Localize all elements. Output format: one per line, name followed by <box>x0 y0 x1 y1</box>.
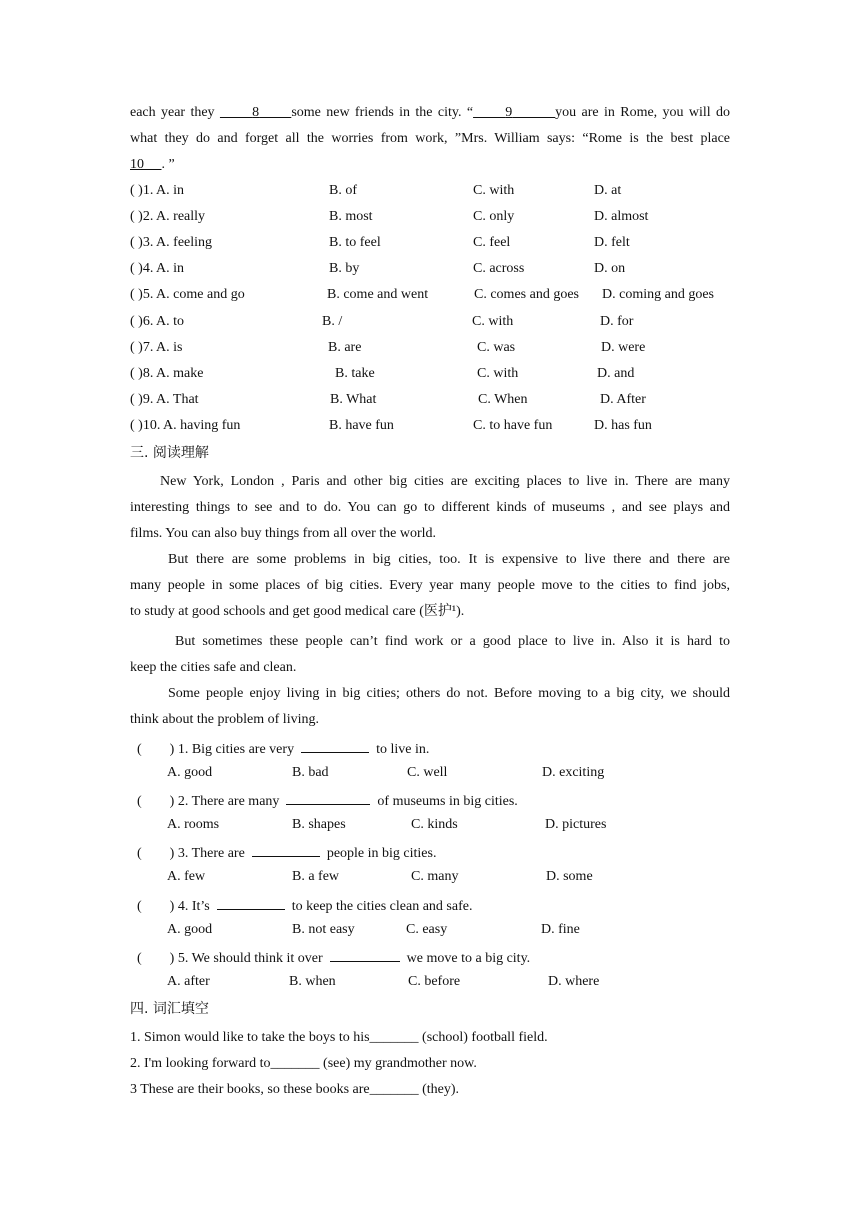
passage-text: each year they <box>130 105 215 120</box>
answer-blank <box>286 790 370 805</box>
option-c: C. was <box>477 339 516 355</box>
option-d: D. pictures <box>545 817 607 833</box>
question-stem: ( )9. A. That <box>130 391 199 407</box>
reading-para-1-line-3: films. You can also buy things from all over the world. <box>130 526 437 541</box>
question-stem: ( )2. A. really <box>130 209 206 225</box>
reading-question-stem: ( ) 2. There are many of museums in big cities. <box>137 790 518 811</box>
option-b: B. bad <box>292 765 329 780</box>
option-b: B. come and went <box>327 287 429 303</box>
question-stem: ( )7. A. is <box>130 339 183 355</box>
option-b: B. when <box>289 973 336 989</box>
question-stem: ( )1. A. in <box>130 183 185 198</box>
option-b: B. have fun <box>329 417 394 433</box>
answer-blank <box>330 947 400 962</box>
option-d: D. almost <box>594 209 649 225</box>
vocab-item: 2. I'm looking forward to_______ (see) my grandmother now. <box>130 1056 477 1071</box>
section-4-heading: 四. 词汇填空 <box>130 1001 209 1017</box>
option-d: D. where <box>548 973 600 989</box>
reading-para-3-line-2: keep the cities safe and clean. <box>130 660 297 675</box>
option-c: C. across <box>473 261 525 277</box>
option-c: C. with <box>477 365 519 381</box>
option-c: C. When <box>478 391 528 407</box>
option-d: D. has fun <box>594 417 652 433</box>
option-b: B. most <box>329 209 373 225</box>
option-b: B. take <box>335 365 375 381</box>
question-stem: ( )10. A. having fun <box>130 417 241 433</box>
option-c: C. comes and goes <box>474 287 579 303</box>
reading-para-2-line-1: But there are some problems in big cities, too. It is expensive to live there and there are <box>168 552 730 567</box>
reading-question-stem: ( ) 1. Big cities are very to live in. <box>137 738 429 759</box>
option-d: D. felt <box>594 235 630 251</box>
option-c: C. with <box>472 313 514 329</box>
option-c: C. many <box>411 869 459 885</box>
option-a: A. after <box>167 973 210 989</box>
option-c: C. with <box>473 183 515 198</box>
option-c: C. before <box>408 973 461 989</box>
reading-para-1-line-1: New York, London , Paris and other big cities are exciting places to live in. There are many <box>160 474 730 489</box>
answer-blank <box>301 738 369 753</box>
option-d: D. exciting <box>542 765 605 780</box>
reading-para-3-line-1: But sometimes these people can’t find work or a good place to live in. Also it is hard to <box>175 634 730 649</box>
option-c: C. easy <box>406 921 448 937</box>
cloze-passage-line-3: 10 . ” <box>130 157 175 172</box>
option-b: B. are <box>328 339 362 355</box>
reading-para-4-line-1: Some people enjoy living in big cities; others do not. Before moving to a big city, we should <box>168 686 730 701</box>
option-c: C. only <box>473 209 515 225</box>
blank-9: 9 <box>505 105 513 120</box>
option-b: B. of <box>329 183 357 198</box>
vocab-item: 1. Simon would like to take the boys to his_______ (school) football field. <box>130 1030 548 1045</box>
cloze-passage-line-2: what they do and forget all the worries from work, ”Mrs. William says: “Rome is the best place <box>130 131 730 146</box>
question-stem: ( )5. A. come and go <box>130 287 245 303</box>
passage-text: some new friends in the city. “ <box>291 105 474 120</box>
reading-question-stem: ( ) 3. There are people in big cities. <box>137 842 436 863</box>
option-b: B. not easy <box>292 921 355 937</box>
section-3-heading: 三. 阅读理解 <box>130 445 209 461</box>
option-d: D. some <box>546 869 593 885</box>
option-d: D. coming and goes <box>602 287 714 303</box>
answer-blank <box>217 895 285 910</box>
blank-10: 10 <box>130 157 144 172</box>
option-a: A. few <box>167 869 206 885</box>
option-d: D. on <box>594 261 626 277</box>
option-d: D. After <box>600 391 646 407</box>
option-b: B. / <box>322 313 343 329</box>
option-c: C. feel <box>473 235 511 251</box>
reading-question-stem: ( ) 5. We should think it over we move to a big city. <box>137 947 530 968</box>
reading-para-1-line-2: interesting things to see and to do. You can go to different kinds of museums , and see plays and <box>130 500 730 515</box>
option-c: C. to have fun <box>473 417 553 433</box>
option-d: D. for <box>600 313 634 329</box>
passage-text: you are in Rome, you will do <box>555 105 731 120</box>
option-b: B. a few <box>292 869 340 885</box>
option-b: B. shapes <box>292 817 346 833</box>
answer-blank <box>252 842 320 857</box>
option-c: C. kinds <box>411 817 458 833</box>
option-b: B. to feel <box>329 235 381 251</box>
question-stem: ( )4. A. in <box>130 261 185 277</box>
question-stem: ( )6. A. to <box>130 313 185 329</box>
option-c: C. well <box>407 765 448 780</box>
question-stem: ( )8. A. make <box>130 365 204 381</box>
blank-8: 8 <box>252 105 260 120</box>
option-b: B. by <box>329 261 360 277</box>
vocab-item: 3 These are their books, so these books are_______ (they). <box>130 1082 460 1097</box>
option-d: D. at <box>594 183 622 198</box>
option-b: B. What <box>330 391 377 407</box>
reading-para-4-line-2: think about the problem of living. <box>130 712 319 727</box>
reading-para-2-line-2: many people in some places of big cities. Every year many people move to the cities to find jobs, <box>130 578 730 593</box>
option-a: A. good <box>167 765 213 780</box>
question-stem: ( )3. A. feeling <box>130 235 213 251</box>
cloze-passage-line-1 <box>130 104 730 122</box>
option-a: A. good <box>167 921 213 937</box>
option-d: D. and <box>597 365 635 381</box>
reading-question-stem: ( ) 4. It’s to keep the cities clean and safe. <box>137 895 472 916</box>
option-d: D. fine <box>541 921 580 937</box>
option-a: A. rooms <box>167 817 220 833</box>
reading-para-2-line-3: to study at good schools and get good medical care (医护¹). <box>130 604 465 619</box>
option-d: D. were <box>601 339 646 355</box>
